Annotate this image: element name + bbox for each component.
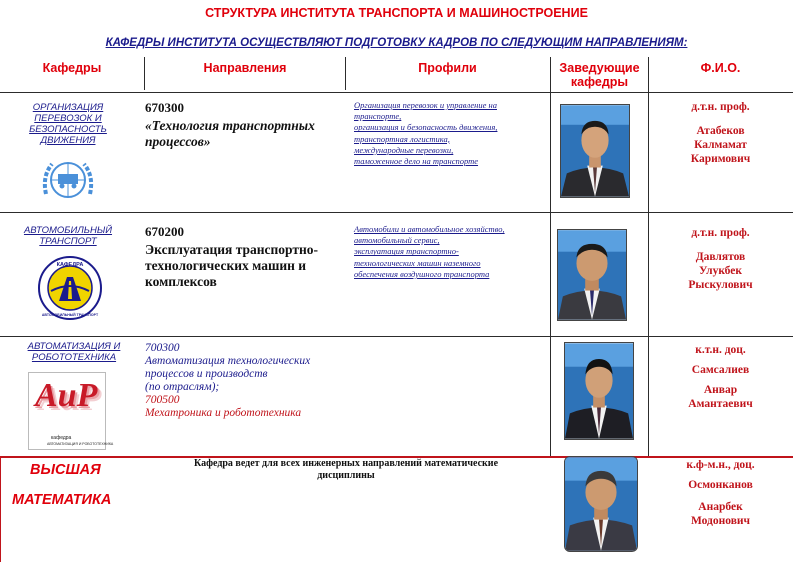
head-photo	[560, 104, 630, 198]
note-line: дисциплины	[317, 470, 375, 481]
head-surname: Давлятов	[695, 251, 746, 263]
profile-item: автомобильный сервис,	[354, 235, 440, 246]
logo-caption-bottom: АВТОМАТИЗАЦИЯ И РОБОТОТЕХНИКА	[47, 442, 114, 446]
direction-line: процессов и производств	[145, 368, 268, 380]
logo-caption-top: кафедра	[51, 435, 72, 441]
head-degree: к.т.н. доц.	[695, 344, 746, 356]
department-line: АВТОМАТИЗАЦИЯ И	[27, 341, 121, 352]
header-directions: Направления	[203, 61, 287, 75]
column-divider	[144, 57, 145, 90]
head-info	[648, 458, 793, 528]
header-profiles: Профили	[418, 61, 477, 75]
row-divider	[0, 212, 793, 213]
department-name	[10, 341, 138, 363]
head-degree: д.т.н. проф.	[691, 101, 750, 113]
department-name	[4, 102, 132, 146]
head-patronymic: Рыскулович	[688, 279, 753, 291]
column-divider	[550, 57, 551, 457]
logo-letters: АиР	[35, 377, 98, 414]
department-line: БЕЗОПАСНОСТЬ	[29, 124, 107, 135]
un-emblem-logo	[40, 154, 96, 208]
header-heads	[551, 61, 648, 89]
direction-line: технологических машин и	[145, 258, 307, 273]
head-degree: д.т.н. проф.	[691, 227, 750, 239]
head-first-name: Анарбек	[698, 501, 743, 513]
department-name	[4, 225, 132, 247]
automobile-transport-logo	[37, 255, 103, 321]
direction-line: (по отраслям);	[145, 381, 220, 393]
column-divider	[345, 57, 346, 90]
automation-robotics-logo	[28, 372, 114, 450]
profiles-list	[354, 100, 497, 167]
head-first-name: Анвар	[703, 384, 738, 396]
head-photo	[564, 456, 638, 552]
head-surname: Атабеков	[696, 125, 745, 137]
direction-name	[145, 118, 345, 150]
direction-line: Эксплуатация транспортно-	[145, 242, 319, 257]
profile-item: таможенное дело на транспорте	[354, 156, 479, 167]
direction-line: Мехатроника и робототехника	[145, 407, 302, 419]
direction-block	[145, 342, 350, 420]
page-subtitle: КАФЕДРЫ ИНСТИТУТА ОСУЩЕСТВЛЯЮТ ПОДГОТОВКУ КАДРОВ ПО СЛЕДУЮЩИМ НАПРАВЛЕНИЯМ:	[105, 37, 688, 49]
department-line: ТРАНСПОРТ	[39, 236, 97, 247]
logo-text-bottom: АВТОМОБИЛЬНЫЙ ТРАНСПОРТ	[41, 313, 99, 317]
head-degree: к.ф-м.н., доц.	[686, 459, 755, 471]
head-first-name: Калмамат	[694, 139, 747, 151]
header-heads-line1: Заведующие	[559, 61, 640, 75]
head-patronymic: Каримович	[690, 153, 751, 165]
head-photo	[557, 229, 627, 321]
department-line: ОРГАНИЗАЦИЯ	[32, 102, 104, 113]
header-departments: Кафедры	[42, 61, 102, 75]
direction-code: 670300	[145, 100, 184, 115]
row-divider	[0, 92, 793, 93]
header-fio: Ф.И.О.	[700, 61, 741, 75]
profile-item: эксплуатация транспортно-	[354, 246, 459, 257]
head-photo	[564, 342, 634, 440]
direction-code: 700500	[145, 394, 180, 406]
header-heads-line2: кафедры	[570, 75, 629, 89]
profile-item: организация и безопасность движения,	[354, 122, 498, 133]
logo-text-top: КАФЕДРА	[56, 262, 84, 268]
direction-code: 670200	[145, 224, 184, 239]
department-line: РОБОТОТЕХНИКА	[31, 352, 117, 363]
head-info	[648, 100, 793, 166]
direction-line: «Технология транспортных	[145, 118, 315, 133]
head-patronymic: Модонович	[690, 515, 751, 527]
department-line: АВТОМОБИЛЬНЫЙ	[23, 225, 113, 236]
column-divider	[0, 456, 1, 562]
profile-item: Автомобили и автомобильное хозяйство,	[354, 224, 505, 234]
profile-item: транспортная логистика,	[354, 133, 450, 144]
head-info	[648, 343, 793, 411]
head-first-name: Улукбек	[698, 265, 742, 277]
direction-name	[145, 242, 350, 290]
profile-item: обеспечения воздушного транспорта	[354, 268, 490, 279]
head-surname: Осмонканов	[688, 479, 753, 491]
direction-line: комплексов	[145, 274, 217, 289]
note-line: Кафедра ведет для всех инженерных направлений математические	[193, 458, 499, 469]
page-title: СТРУКТУРА ИНСТИТУТА ТРАНСПОРТА И МАШИНОСТРОЕНИЕ	[205, 6, 588, 20]
profile-item: Организация перевозок и управление на	[354, 100, 497, 110]
direction-line: процессов»	[145, 134, 211, 149]
department-name: МАТЕМАТИКА	[12, 492, 112, 508]
row-divider	[0, 336, 793, 337]
head-surname: Самсалиев	[691, 364, 750, 376]
department-name: ВЫСШАЯ	[30, 462, 101, 478]
department-line: ДВИЖЕНИЯ	[40, 135, 96, 146]
head-patronymic: Амантаевич	[688, 398, 753, 410]
direction-code: 700300	[145, 342, 180, 354]
department-note	[146, 458, 546, 482]
profile-item: транспорте,	[354, 111, 402, 122]
department-line: ПЕРЕВОЗОК И	[34, 113, 102, 124]
profiles-list	[354, 224, 505, 280]
direction-line: Автоматизация технологических	[145, 355, 311, 367]
head-info	[648, 226, 793, 292]
profile-item: международные перевозки,	[354, 144, 454, 155]
profile-item: технологических машин наземного	[354, 257, 481, 268]
